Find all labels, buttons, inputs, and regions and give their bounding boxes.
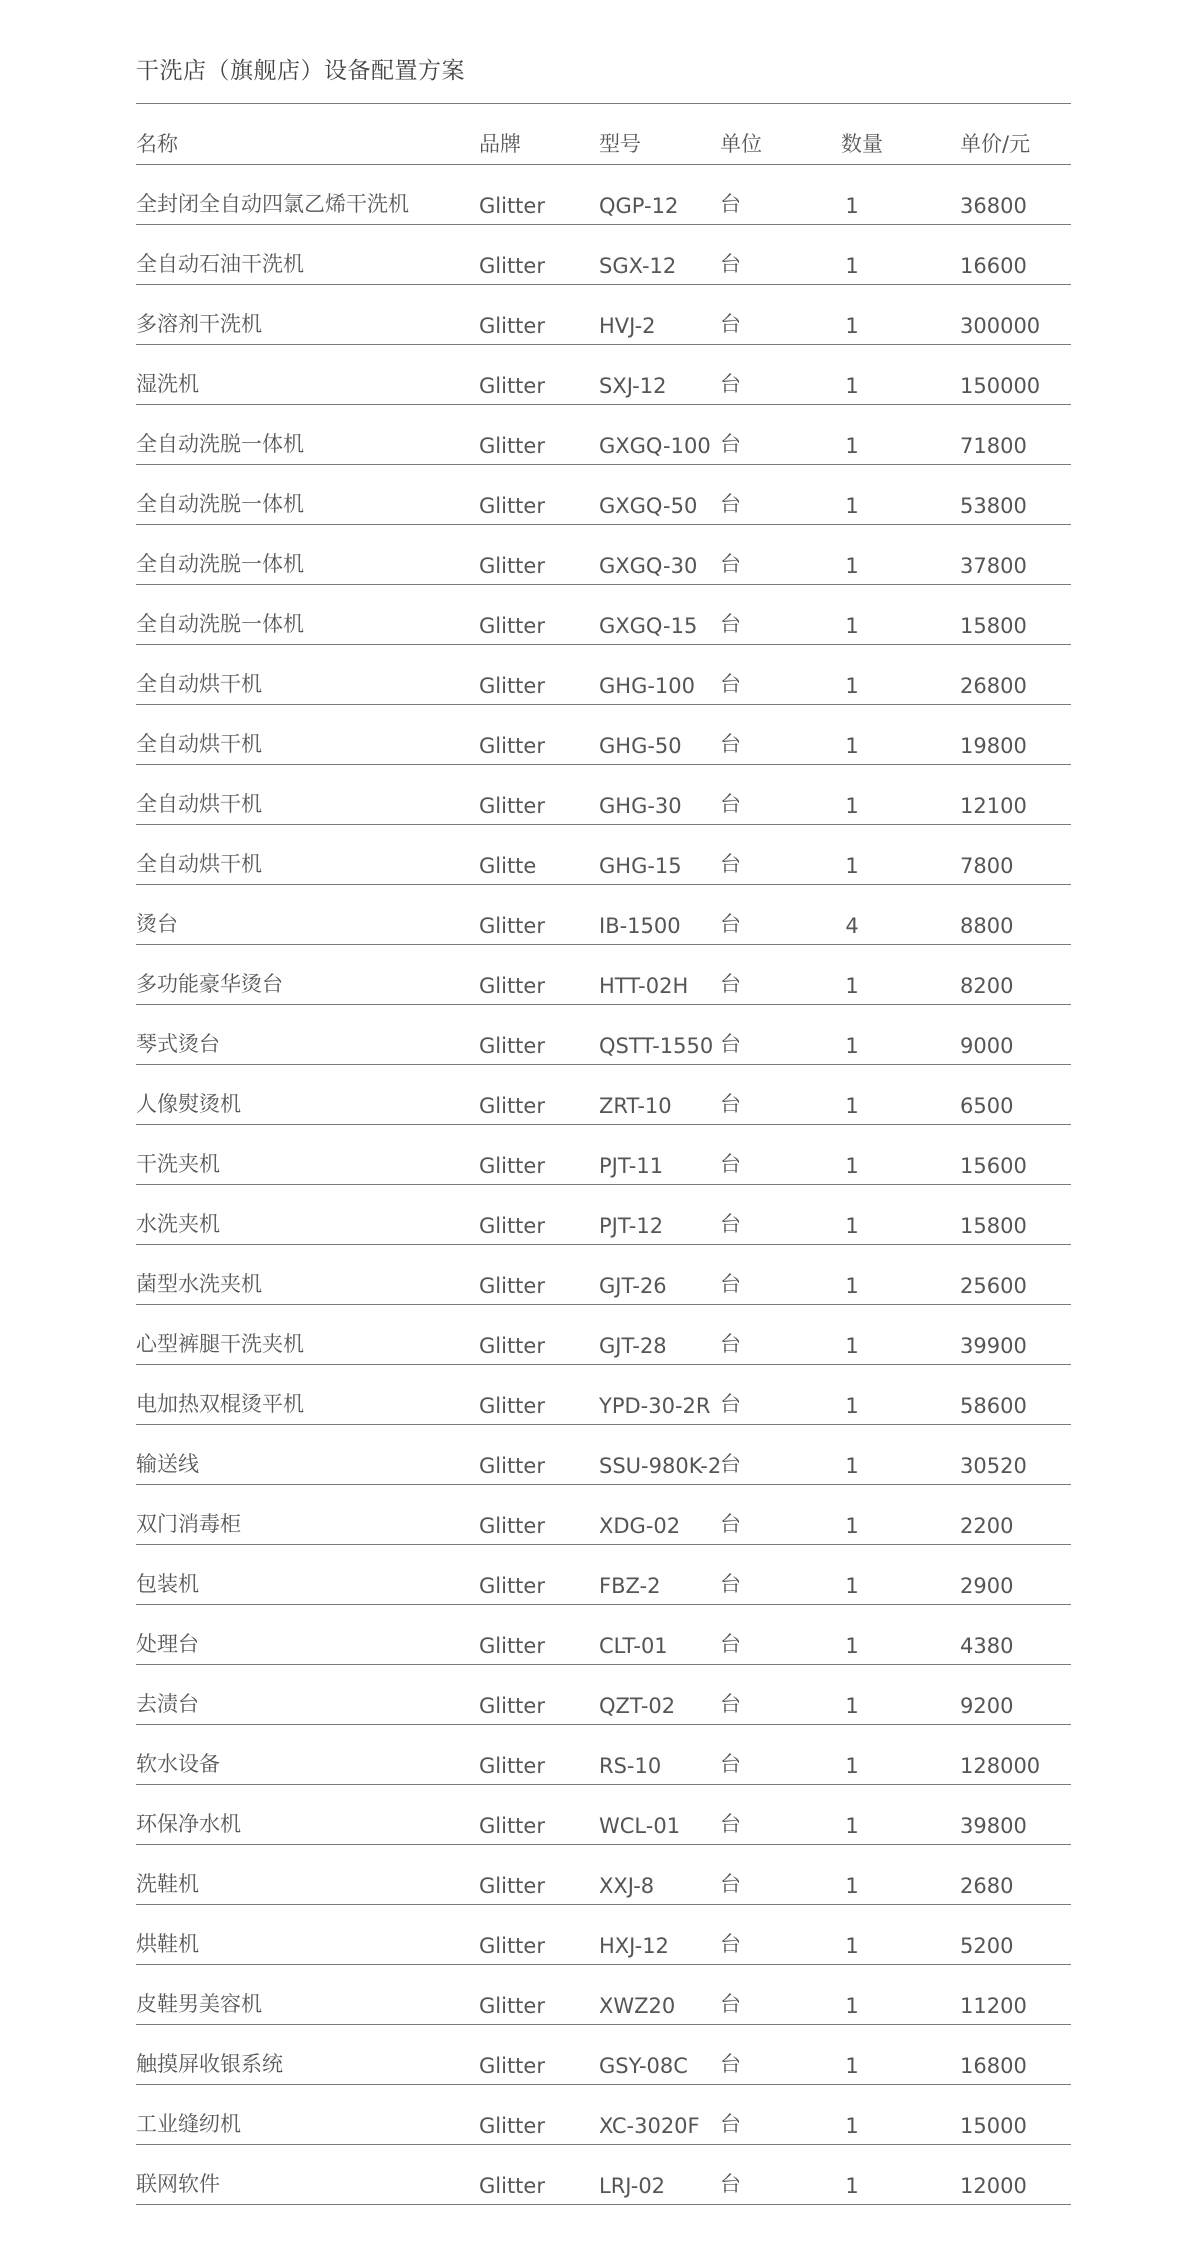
table-row: [136, 645, 1071, 705]
cell-brand: Glitter: [479, 674, 545, 698]
cell-brand: Glitter: [479, 794, 545, 818]
header-model: 型号: [599, 132, 641, 156]
page-title: 干洗店（旗舰店）设备配置方案: [136, 58, 465, 84]
cell-brand: Glitter: [479, 614, 545, 638]
cell-name: 心型裤腿干洗夹机: [136, 1332, 304, 1356]
cell-unit: 台: [720, 372, 741, 396]
cell-model: QGP-12: [599, 194, 679, 218]
cell-model: FBZ-2: [599, 1574, 661, 1598]
table-row: [136, 1725, 1071, 1785]
cell-qty: 1: [845, 2054, 859, 2078]
cell-unit: 台: [720, 1032, 741, 1056]
cell-model: XDG-02: [599, 1514, 681, 1538]
cell-model: XC-3020F: [599, 2114, 700, 2138]
cell-qty: 1: [845, 194, 859, 218]
title-divider: [136, 103, 1071, 104]
cell-brand: Glitter: [479, 1634, 545, 1658]
cell-qty: 1: [845, 614, 859, 638]
cell-qty: 1: [845, 1454, 859, 1478]
cell-model: GHG-30: [599, 794, 682, 818]
cell-qty: 1: [845, 1814, 859, 1838]
cell-name: 输送线: [136, 1452, 199, 1476]
cell-unit: 台: [720, 1512, 741, 1536]
header-qty: 数量: [841, 132, 883, 156]
cell-model: GJT-26: [599, 1274, 667, 1298]
cell-model: HTT-02H: [599, 974, 689, 998]
cell-price: 8200: [960, 974, 1014, 998]
cell-model: GXGQ-50: [599, 494, 698, 518]
cell-brand: Glitter: [479, 1694, 545, 1718]
cell-model: GXGQ-15: [599, 614, 698, 638]
cell-brand: Glitter: [479, 1874, 545, 1898]
cell-price: 2200: [960, 1514, 1014, 1538]
cell-unit: 台: [720, 1272, 741, 1296]
cell-brand: Glitter: [479, 1274, 545, 1298]
cell-brand: Glitter: [479, 254, 545, 278]
cell-unit: 台: [720, 192, 741, 216]
cell-price: 16800: [960, 2054, 1027, 2078]
table-body: [136, 165, 1071, 2205]
cell-qty: 1: [845, 2114, 859, 2138]
cell-model: GHG-50: [599, 734, 682, 758]
table-row: [136, 525, 1071, 585]
cell-price: 11200: [960, 1994, 1027, 2018]
cell-qty: 1: [845, 1394, 859, 1418]
cell-brand: Glitter: [479, 1754, 545, 1778]
cell-name: 皮鞋男美容机: [136, 1992, 262, 2016]
cell-name: 触摸屏收银系统: [136, 2052, 283, 2076]
cell-price: 2900: [960, 1574, 1014, 1598]
cell-unit: 台: [720, 972, 741, 996]
cell-brand: Glitte: [479, 854, 537, 878]
cell-price: 71800: [960, 434, 1027, 458]
header-brand: 品牌: [479, 132, 521, 156]
cell-qty: 1: [845, 2174, 859, 2198]
cell-brand: Glitter: [479, 1454, 545, 1478]
table-row: [136, 1485, 1071, 1545]
cell-name: 联网软件: [136, 2172, 220, 2196]
cell-model: XXJ-8: [599, 1874, 655, 1898]
cell-brand: Glitter: [479, 1394, 545, 1418]
cell-qty: 1: [845, 494, 859, 518]
cell-price: 16600: [960, 254, 1027, 278]
cell-unit: 台: [720, 1932, 741, 1956]
cell-model: WCL-01: [599, 1814, 681, 1838]
cell-brand: Glitter: [479, 1934, 545, 1958]
cell-model: XWZ20: [599, 1994, 676, 2018]
cell-qty: 1: [845, 1754, 859, 1778]
cell-brand: Glitter: [479, 1154, 545, 1178]
table-row: [136, 585, 1071, 645]
cell-name: 环保净水机: [136, 1812, 241, 1836]
cell-model: GJT-28: [599, 1334, 667, 1358]
table-row: [136, 1785, 1071, 1845]
cell-model: GXGQ-100: [599, 434, 711, 458]
cell-name: 全自动洗脱一体机: [136, 492, 304, 516]
cell-unit: 台: [720, 1692, 741, 1716]
cell-brand: Glitter: [479, 2114, 545, 2138]
cell-qty: 1: [845, 734, 859, 758]
cell-brand: Glitter: [479, 494, 545, 518]
cell-unit: 台: [720, 1572, 741, 1596]
table-row: [136, 405, 1071, 465]
cell-price: 30520: [960, 1454, 1027, 1478]
cell-model: YPD-30-2R: [599, 1394, 711, 1418]
cell-price: 39800: [960, 1814, 1027, 1838]
cell-price: 2680: [960, 1874, 1014, 1898]
cell-price: 19800: [960, 734, 1027, 758]
cell-name: 全自动石油干洗机: [136, 252, 304, 276]
table-row: [136, 1125, 1071, 1185]
cell-name: 全自动烘干机: [136, 732, 262, 756]
cell-qty: 1: [845, 1154, 859, 1178]
table-row: [136, 1305, 1071, 1365]
cell-model: LRJ-02: [599, 2174, 666, 2198]
cell-name: 双门消毒柜: [136, 1512, 241, 1536]
cell-price: 150000: [960, 374, 1041, 398]
cell-unit: 台: [720, 672, 741, 696]
equipment-table: [136, 105, 1071, 2205]
cell-price: 58600: [960, 1394, 1027, 1418]
cell-price: 15800: [960, 614, 1027, 638]
cell-model: GSY-08C: [599, 2054, 688, 2078]
table-row: [136, 1665, 1071, 1725]
cell-name: 去渍台: [136, 1692, 199, 1716]
cell-unit: 台: [720, 432, 741, 456]
header-unit: 单位: [720, 132, 762, 156]
cell-qty: 1: [845, 974, 859, 998]
cell-price: 15800: [960, 1214, 1027, 1238]
cell-price: 39900: [960, 1334, 1027, 1358]
cell-name: 处理台: [136, 1632, 199, 1656]
cell-brand: Glitter: [479, 1514, 545, 1538]
table-row: [136, 885, 1071, 945]
cell-name: 包装机: [136, 1572, 199, 1596]
cell-name: 多功能豪华烫台: [136, 972, 283, 996]
cell-qty: 1: [845, 434, 859, 458]
cell-price: 26800: [960, 674, 1027, 698]
cell-brand: Glitter: [479, 1574, 545, 1598]
cell-unit: 台: [720, 612, 741, 636]
cell-brand: Glitter: [479, 1814, 545, 1838]
cell-brand: Glitter: [479, 1214, 545, 1238]
cell-brand: Glitter: [479, 1334, 545, 1358]
cell-qty: 1: [845, 854, 859, 878]
table-row: [136, 1185, 1071, 1245]
cell-name: 烫台: [136, 912, 178, 936]
cell-name: 工业缝纫机: [136, 2112, 241, 2136]
table-row: [136, 2085, 1071, 2145]
cell-price: 9200: [960, 1694, 1014, 1718]
cell-name: 全自动洗脱一体机: [136, 552, 304, 576]
cell-model: HVJ-2: [599, 314, 656, 338]
cell-price: 36800: [960, 194, 1027, 218]
cell-unit: 台: [720, 852, 741, 876]
table-row: [136, 1545, 1071, 1605]
table-row: [136, 1605, 1071, 1665]
cell-model: SGX-12: [599, 254, 677, 278]
cell-model: RS-10: [599, 1754, 662, 1778]
cell-qty: 1: [845, 1034, 859, 1058]
table-row: [136, 2145, 1071, 2205]
cell-qty: 1: [845, 1214, 859, 1238]
cell-price: 15000: [960, 2114, 1027, 2138]
cell-qty: 1: [845, 254, 859, 278]
cell-qty: 1: [845, 794, 859, 818]
cell-price: 25600: [960, 1274, 1027, 1298]
cell-brand: Glitter: [479, 554, 545, 578]
cell-qty: 1: [845, 374, 859, 398]
cell-model: SSU-980K-2: [599, 1454, 722, 1478]
cell-unit: 台: [720, 1452, 741, 1476]
table-row: [136, 165, 1071, 225]
cell-unit: 台: [720, 2112, 741, 2136]
cell-model: HXJ-12: [599, 1934, 669, 1958]
cell-model: GHG-100: [599, 674, 695, 698]
cell-brand: Glitter: [479, 2174, 545, 2198]
cell-unit: 台: [720, 2172, 741, 2196]
cell-unit: 台: [720, 1332, 741, 1356]
cell-name: 全封闭全自动四氯乙烯干洗机: [136, 192, 409, 216]
cell-unit: 台: [720, 492, 741, 516]
table-row: [136, 1365, 1071, 1425]
cell-qty: 1: [845, 1274, 859, 1298]
cell-price: 12100: [960, 794, 1027, 818]
cell-brand: Glitter: [479, 314, 545, 338]
cell-qty: 1: [845, 1874, 859, 1898]
cell-name: 湿洗机: [136, 372, 199, 396]
cell-name: 全自动烘干机: [136, 792, 262, 816]
cell-price: 15600: [960, 1154, 1027, 1178]
cell-brand: Glitter: [479, 1034, 545, 1058]
header-price: 单价/元: [960, 132, 1031, 156]
cell-price: 8800: [960, 914, 1014, 938]
cell-model: GXGQ-30: [599, 554, 698, 578]
cell-model: QSTT-1550: [599, 1034, 714, 1058]
cell-unit: 台: [720, 1752, 741, 1776]
table-row: [136, 1005, 1071, 1065]
cell-model: CLT-01: [599, 1634, 668, 1658]
cell-qty: 1: [845, 1934, 859, 1958]
cell-name: 电加热双棍烫平机: [136, 1392, 304, 1416]
cell-name: 全自动洗脱一体机: [136, 432, 304, 456]
cell-name: 多溶剂干洗机: [136, 312, 262, 336]
cell-name: 全自动烘干机: [136, 672, 262, 696]
cell-brand: Glitter: [479, 1094, 545, 1118]
cell-name: 软水设备: [136, 1752, 220, 1776]
cell-model: ZRT-10: [599, 1094, 672, 1118]
cell-brand: Glitter: [479, 734, 545, 758]
table-header-row: [136, 105, 1071, 165]
cell-name: 全自动洗脱一体机: [136, 612, 304, 636]
table-row: [136, 345, 1071, 405]
table-row: [136, 705, 1071, 765]
cell-qty: 1: [845, 554, 859, 578]
cell-price: 37800: [960, 554, 1027, 578]
cell-unit: 台: [720, 252, 741, 276]
cell-price: 9000: [960, 1034, 1014, 1058]
table-row: [136, 1965, 1071, 2025]
table-row: [136, 765, 1071, 825]
cell-qty: 4: [845, 914, 859, 938]
table-row: [136, 825, 1071, 885]
cell-price: 5200: [960, 1934, 1014, 1958]
cell-unit: 台: [720, 552, 741, 576]
cell-brand: Glitter: [479, 434, 545, 458]
cell-price: 128000: [960, 1754, 1041, 1778]
cell-brand: Glitter: [479, 1994, 545, 2018]
header-name: 名称: [136, 132, 178, 156]
table-row: [136, 285, 1071, 345]
cell-name: 人像熨烫机: [136, 1092, 241, 1116]
cell-name: 全自动烘干机: [136, 852, 262, 876]
cell-model: GHG-15: [599, 854, 682, 878]
table-row: [136, 465, 1071, 525]
cell-price: 53800: [960, 494, 1027, 518]
cell-unit: 台: [720, 1392, 741, 1416]
table-row: [136, 225, 1071, 285]
cell-qty: 1: [845, 1574, 859, 1598]
cell-qty: 1: [845, 1514, 859, 1538]
cell-qty: 1: [845, 1094, 859, 1118]
table-row: [136, 2025, 1071, 2085]
cell-model: PJT-11: [599, 1154, 664, 1178]
cell-unit: 台: [720, 1152, 741, 1176]
cell-model: SXJ-12: [599, 374, 667, 398]
cell-qty: 1: [845, 674, 859, 698]
cell-unit: 台: [720, 912, 741, 936]
table-row: [136, 1425, 1071, 1485]
cell-name: 菌型水洗夹机: [136, 1272, 262, 1296]
cell-price: 4380: [960, 1634, 1014, 1658]
cell-qty: 1: [845, 1694, 859, 1718]
cell-unit: 台: [720, 1632, 741, 1656]
cell-qty: 1: [845, 314, 859, 338]
table-row: [136, 1245, 1071, 1305]
table-row: [136, 945, 1071, 1005]
cell-unit: 台: [720, 2052, 741, 2076]
cell-unit: 台: [720, 1092, 741, 1116]
cell-brand: Glitter: [479, 194, 545, 218]
cell-unit: 台: [720, 792, 741, 816]
cell-qty: 1: [845, 1634, 859, 1658]
cell-model: PJT-12: [599, 1214, 664, 1238]
cell-brand: Glitter: [479, 974, 545, 998]
cell-unit: 台: [720, 312, 741, 336]
cell-name: 洗鞋机: [136, 1872, 199, 1896]
cell-name: 琴式烫台: [136, 1032, 220, 1056]
cell-unit: 台: [720, 1212, 741, 1236]
cell-price: 7800: [960, 854, 1014, 878]
cell-price: 300000: [960, 314, 1041, 338]
cell-unit: 台: [720, 1992, 741, 2016]
cell-unit: 台: [720, 1812, 741, 1836]
cell-qty: 1: [845, 1994, 859, 2018]
cell-name: 水洗夹机: [136, 1212, 220, 1236]
cell-unit: 台: [720, 732, 741, 756]
cell-model: QZT-02: [599, 1694, 676, 1718]
cell-name: 烘鞋机: [136, 1932, 199, 1956]
cell-price: 6500: [960, 1094, 1014, 1118]
cell-name: 干洗夹机: [136, 1152, 220, 1176]
cell-brand: Glitter: [479, 374, 545, 398]
table-row: [136, 1845, 1071, 1905]
cell-price: 12000: [960, 2174, 1027, 2198]
cell-qty: 1: [845, 1334, 859, 1358]
table-row: [136, 1905, 1071, 1965]
cell-model: IB-1500: [599, 914, 681, 938]
cell-unit: 台: [720, 1872, 741, 1896]
cell-brand: Glitter: [479, 914, 545, 938]
cell-brand: Glitter: [479, 2054, 545, 2078]
table-row: [136, 1065, 1071, 1125]
